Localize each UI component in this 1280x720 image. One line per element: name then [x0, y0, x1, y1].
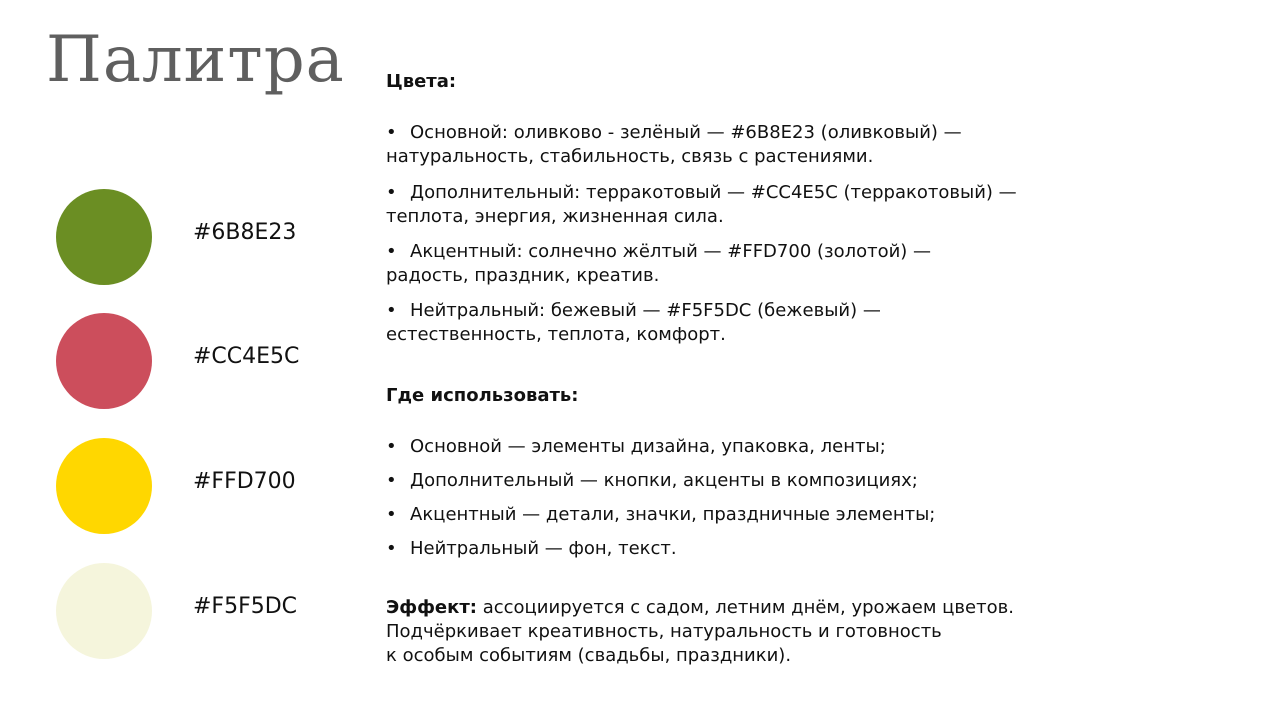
effect-label: Эффект:	[386, 597, 477, 618]
usage-heading: Где использовать:	[386, 385, 579, 406]
usage-item: • Нейтральный — фон, текст.	[386, 538, 677, 559]
bullet-icon: •	[386, 300, 397, 321]
swatch-beige	[56, 563, 356, 659]
swatch-hex-label: #FFD700	[193, 469, 296, 494]
bullet-icon: •	[386, 538, 397, 559]
page-title: Палитра	[46, 23, 345, 97]
swatch-hex-label: #CC4E5C	[193, 344, 300, 369]
swatch-olive	[56, 189, 356, 285]
color-item: • Акцентный: солнечно жёлтый — #FFD700 (золотой) — радость, праздник, креатив.	[386, 241, 932, 286]
usage-item: • Основной — элементы дизайна, упаковка, ленты;	[386, 436, 886, 457]
colors-heading: Цвета:	[386, 71, 457, 92]
usage-item: • Акцентный — детали, значки, праздничные элементы;	[386, 504, 936, 525]
swatch-gold	[56, 438, 356, 534]
bullet-icon: •	[386, 122, 397, 143]
swatch-hex-label: #F5F5DC	[193, 594, 298, 619]
bullet-icon: •	[386, 470, 397, 491]
swatch-hex-label: #6B8E23	[193, 220, 297, 245]
color-item: • Дополнительный: терракотовый — #CC4E5C (терракотовый) — теплота, энергия, жизненная сила.	[386, 182, 1017, 227]
bullet-icon: •	[386, 182, 397, 203]
swatch-circle	[56, 563, 152, 659]
swatch-circle	[56, 438, 152, 534]
bullet-icon: •	[386, 241, 397, 262]
swatch-circle	[56, 189, 152, 285]
bullet-icon: •	[386, 504, 397, 525]
effect-paragraph: Эффект: ассоциируется с садом, летним днём, урожаем цветов. Подчёркивает креативность, натуральность и готовность к особым событиям (свадьбы, праздники).	[386, 597, 1014, 666]
bullet-icon: •	[386, 436, 397, 457]
color-item: • Нейтральный: бежевый — #F5F5DC (бежевый) — естественность, теплота, комфорт.	[386, 300, 881, 345]
swatch-terracotta	[56, 313, 356, 409]
swatch-circle	[56, 313, 152, 409]
color-item: • Основной: оливково - зелёный — #6B8E23 (оливковый) — натуральность, стабильность, связь с растениями.	[386, 122, 962, 167]
usage-item: • Дополнительный — кнопки, акценты в композициях;	[386, 470, 918, 491]
